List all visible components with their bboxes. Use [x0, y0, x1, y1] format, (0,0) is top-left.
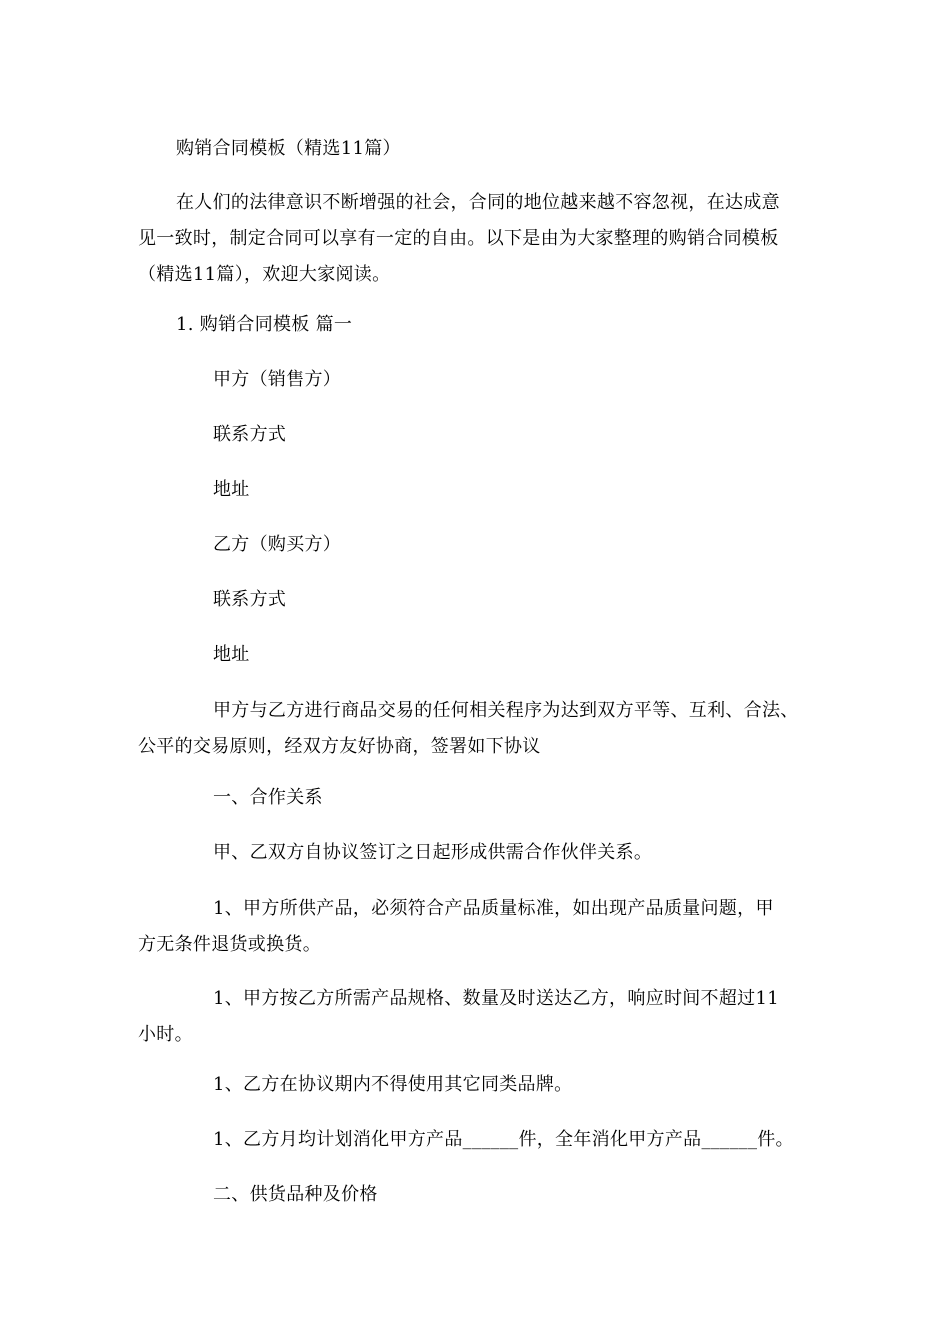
- item-1-paragraph: [138, 891, 774, 963]
- intro-line-3: （精选11篇），欢迎大家阅读。: [138, 264, 391, 285]
- section-heading: 1. 购销合同模板 篇一: [176, 314, 353, 335]
- item-2-paragraph: [138, 981, 779, 1053]
- item-4-text: 1、乙方月均计划消化甲方产品______件，全年消化甲方产品______件。: [213, 1129, 794, 1150]
- party-a-contact-label: 联系方式: [213, 424, 287, 445]
- intro-paragraph: [138, 185, 780, 293]
- clause-2-heading: 二、供货品种及价格: [213, 1184, 378, 1205]
- party-b-address-label: 地址: [213, 644, 250, 665]
- party-b-contact-label: 联系方式: [213, 589, 287, 610]
- intro-line-1: 在人们的法律意识不断增强的社会，合同的地位越来越不容忽视，在达成意: [176, 192, 780, 213]
- preamble-line-2: 公平的交易原则，经双方友好协商，签署如下协议: [138, 736, 541, 757]
- item-3-text: 1、乙方在协议期内不得使用其它同类品牌。: [213, 1074, 573, 1095]
- party-a-address-label: 地址: [213, 479, 250, 500]
- item-1-line-2: 方无条件退货或换货。: [138, 934, 321, 955]
- item-2-line-1: 1、甲方按乙方所需产品规格、数量及时送达乙方，响应时间不超过11: [213, 988, 779, 1009]
- item-2-line-2: 小时。: [138, 1024, 193, 1045]
- intro-line-2: 见一致时，制定合同可以享有一定的自由。以下是由为大家整理的购销合同模板: [138, 228, 779, 249]
- party-a-label: 甲方（销售方）: [213, 369, 342, 390]
- clause-1-heading: 一、合作关系: [213, 787, 323, 808]
- preamble-paragraph: [138, 693, 799, 765]
- item-1-line-1: 1、甲方所供产品，必须符合产品质量标准，如出现产品质量问题，甲: [213, 898, 774, 919]
- party-b-label: 乙方（购买方）: [213, 534, 342, 555]
- preamble-line-1: 甲方与乙方进行商品交易的任何相关程序为达到双方平等、互利、合法、: [213, 700, 799, 721]
- clause-1-text: 甲、乙双方自协议签订之日起形成供需合作伙伴关系。: [213, 842, 653, 863]
- document-title: 购销合同模板（精选11篇）: [176, 138, 401, 159]
